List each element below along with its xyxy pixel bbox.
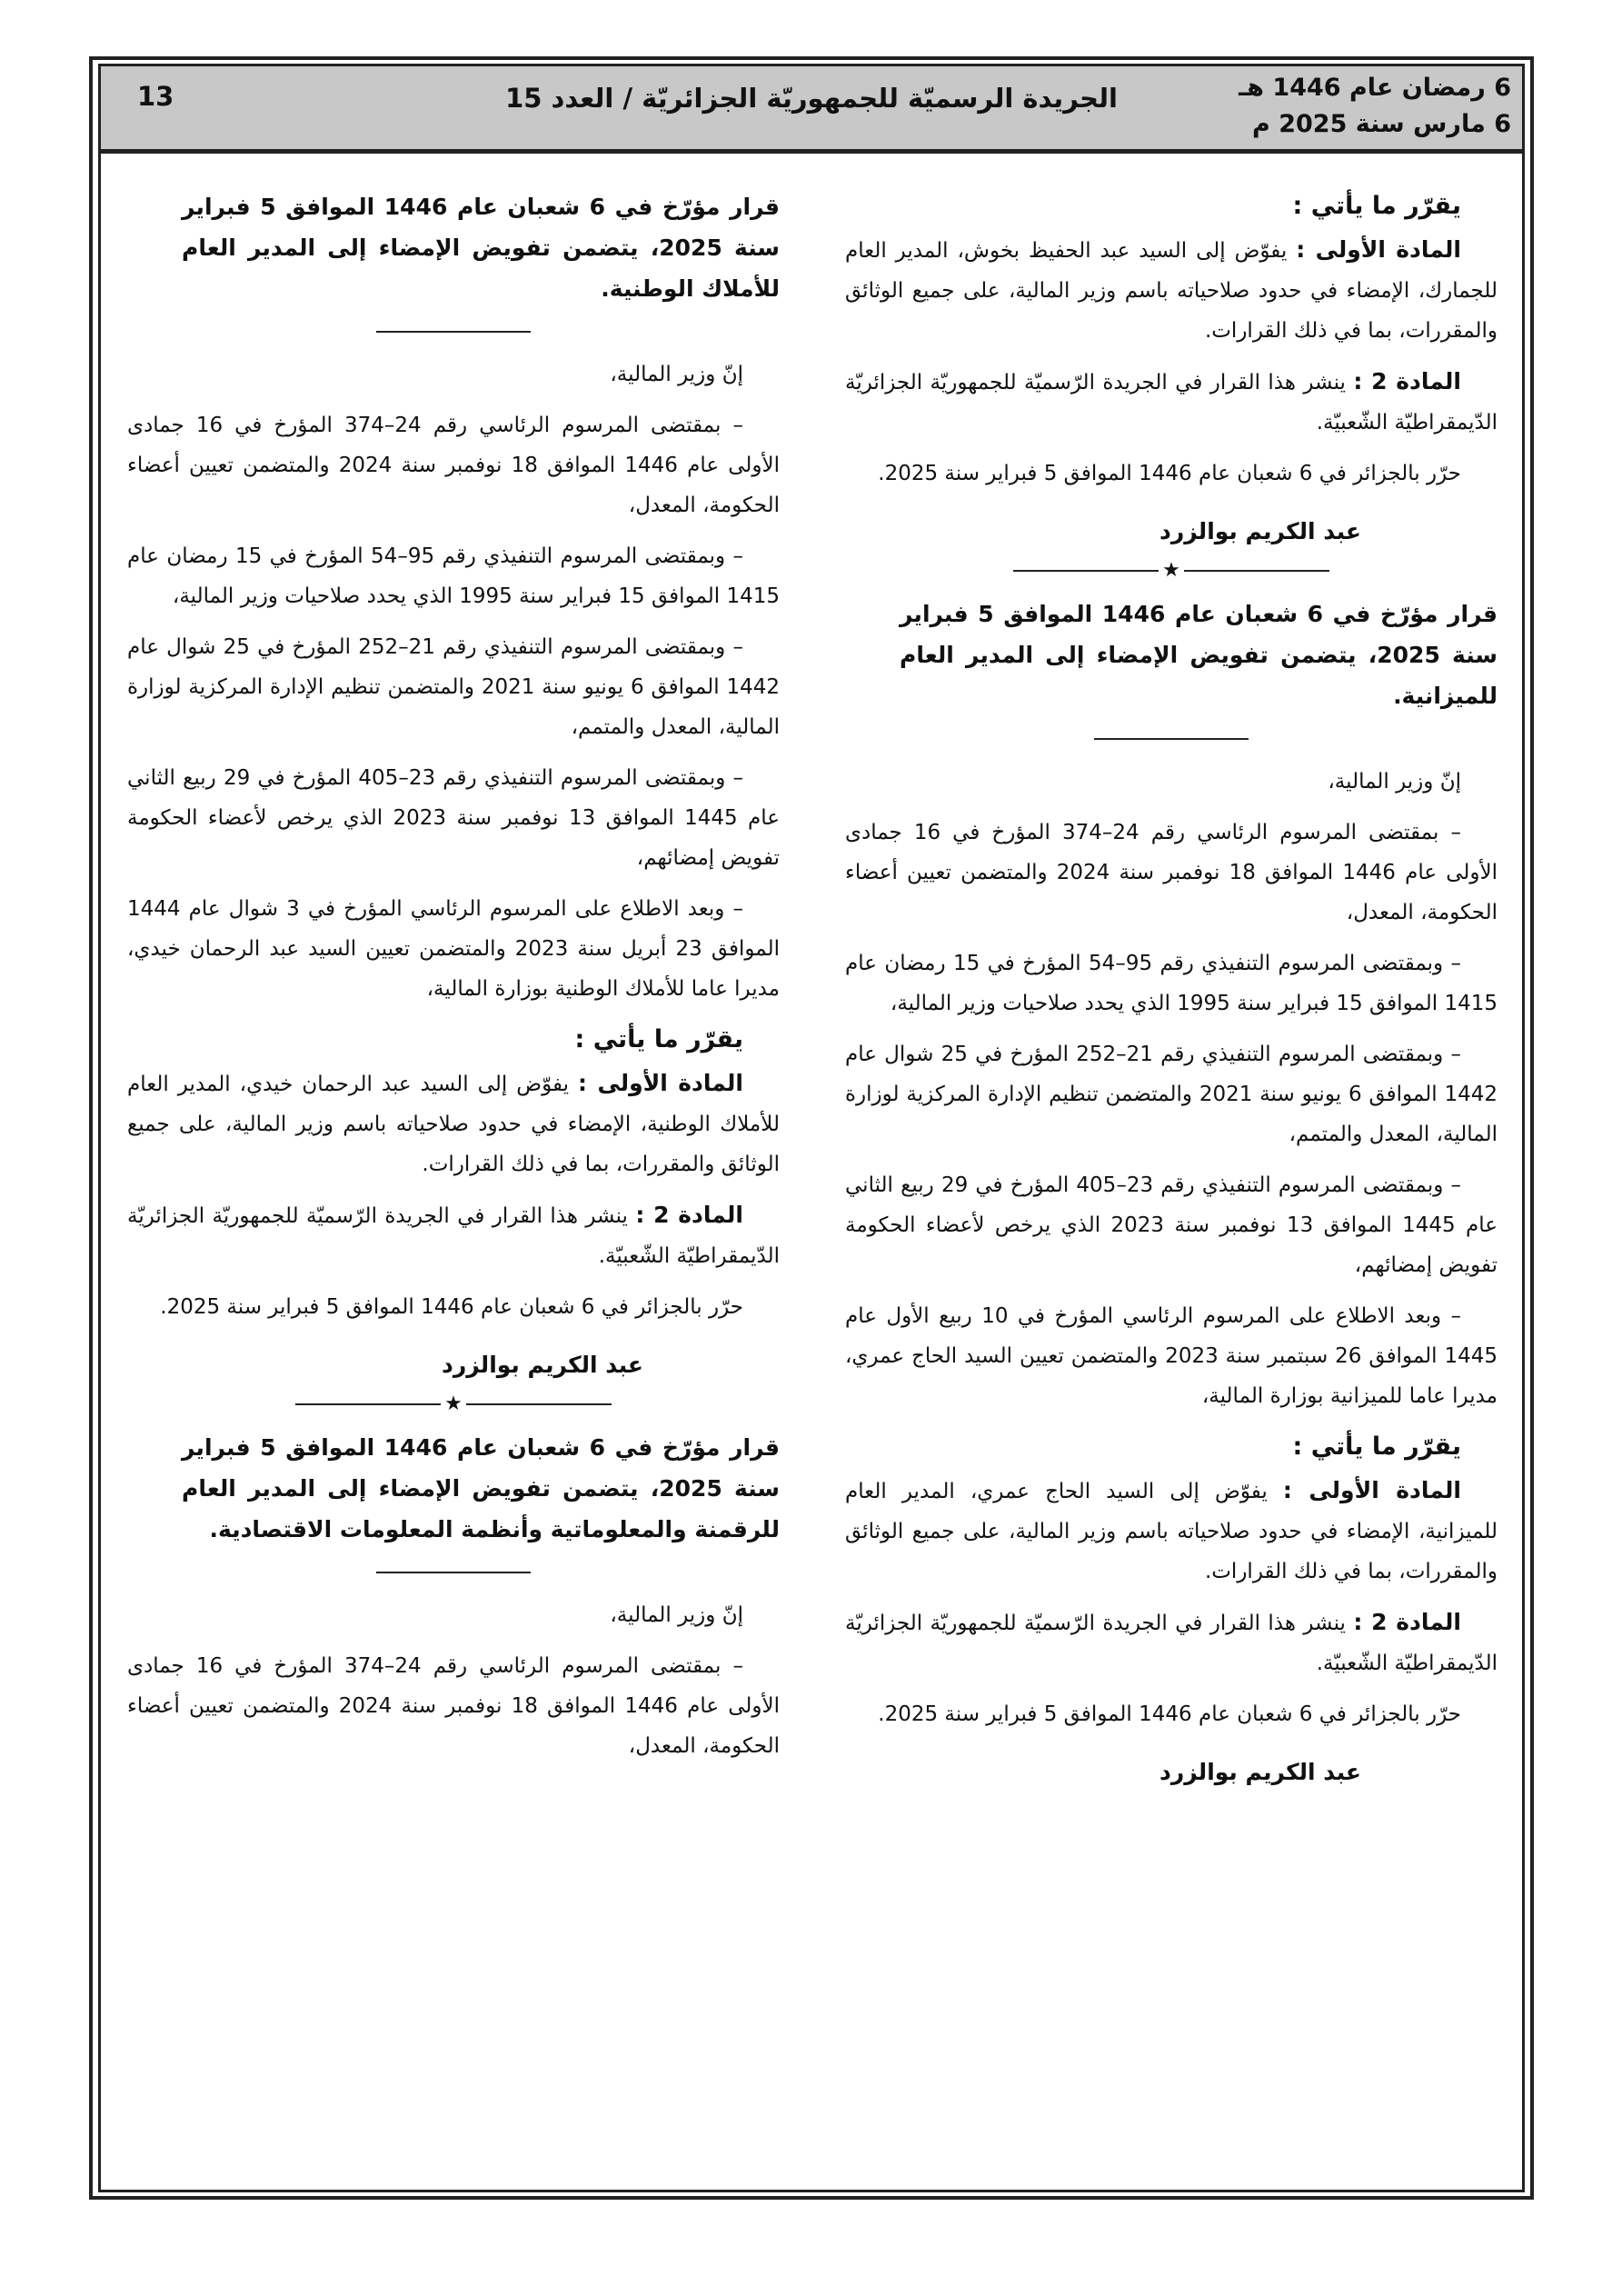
- article-paragraph: [845, 230, 1498, 351]
- article-label: المادة 2 :: [1353, 368, 1461, 394]
- article-label: المادة 2 :: [635, 1202, 743, 1228]
- body-paragraph: – وبمقتضى المرسوم التنفيذي رقم 23–405 المؤرخ في 29 ربيع الثاني عام 1445 الموافق 13 نوفمبر سنة 2023 الذي يرخص لأعضاء الحكومة تفويض إمضائهم،: [845, 1173, 1498, 1277]
- article-label: المادة الأولى :: [1282, 1477, 1461, 1503]
- header-date-gregorian: 6 مارس سنة 2025 م: [1252, 110, 1511, 138]
- body-paragraph: حرّر بالجزائر في 6 شعبان عام 1446 الموافق 5 فبراير سنة 2025.: [878, 462, 1461, 485]
- divider-rule: [376, 1572, 531, 1573]
- signature-name: عبد الكريم بوالزرد: [1159, 518, 1361, 544]
- article-text: ينشر هذا القرار في الجريدة الرّسميّة للجمهوريّة الجزائريّة الدّيمقراطيّة الشّعبيّة.: [845, 1612, 1498, 1675]
- article-label: المادة الأولى :: [578, 1070, 743, 1096]
- page-header: [101, 66, 1522, 154]
- article-paragraph: [845, 1471, 1498, 1592]
- signature-name: عبد الكريم بوالزرد: [1159, 1759, 1361, 1785]
- body-paragraph: – بمقتضى المرسوم الرئاسي رقم 24–374 المؤرخ في 16 جمادى الأولى عام 1446 الموافق 18 نوفمبر سنة 2024 والمتضمن تعيين أعضاء الحكومة، المعدل،: [127, 414, 781, 517]
- article-label: المادة الأولى :: [1296, 236, 1461, 263]
- page-number: 13: [137, 81, 174, 112]
- body-paragraph: – بمقتضى المرسوم الرئاسي رقم 24–374 المؤرخ في 16 جمادى الأولى عام 1446 الموافق 18 نوفمبر سنة 2024 والمتضمن تعيين أعضاء الحكومة، المعدل،: [845, 821, 1498, 924]
- article-text: ينشر هذا القرار في الجريدة الرّسميّة للجمهوريّة الجزائريّة الدّيمقراطيّة الشّعبيّة.: [127, 1204, 780, 1268]
- star-icon: ★: [1162, 559, 1180, 582]
- body-paragraph: حرّر بالجزائر في 6 شعبان عام 1446 الموافق 5 فبراير سنة 2025.: [160, 1295, 743, 1319]
- body-paragraph: – بمقتضى المرسوم الرئاسي رقم 24–374 المؤرخ في 16 جمادى الأولى عام 1446 الموافق 18 نوفمبر سنة 2024 والمتضمن تعيين أعضاء الحكومة، المعدل،: [127, 1654, 781, 1758]
- body-paragraph: إنّ وزير المالية،: [610, 363, 743, 386]
- star-divider: [845, 561, 1498, 581]
- article-text: يفوّض إلى السيد الحاج عمري، المدير العام للميزانية، الإمضاء في حدود صلاحياته باسم وزير المالية، على جميع الوثائق والمقررات، بما في ذلك القرارات.: [845, 1480, 1498, 1583]
- star-divider: [127, 1394, 780, 1414]
- divider-line: [1013, 570, 1159, 572]
- article-label: المادة 2 :: [1353, 1609, 1461, 1635]
- decision-heading: يقرّر ما يأتي :: [1292, 1433, 1461, 1461]
- body-paragraph: – وبمقتضى المرسوم التنفيذي رقم 21–252 المؤرخ في 25 شوال عام 1442 الموافق 6 يونيو سنة 2021 والمتضمن تنظيم الإدارة المركزية لوزارة المالية، المعدل والمتمم،: [845, 1043, 1498, 1146]
- right-column: [845, 186, 1498, 1802]
- body-paragraph: – وبمقتضى المرسوم التنفيذي رقم 95–54 المؤرخ في 15 رمضان عام 1415 الموافق 15 فبراير سنة 1995 الذي يحدد صلاحيات وزير المالية،: [845, 952, 1498, 1015]
- article-text: يفوّض إلى السيد عبد الحفيظ بخوش، المدير العام للجمارك، الإمضاء في حدود صلاحياته باسم وزير المالية، على جميع الوثائق والمقررات، بما في ذلك القرارات.: [845, 239, 1498, 343]
- article-paragraph: [845, 1602, 1498, 1683]
- decision-heading: يقرّر ما يأتي :: [1292, 192, 1461, 220]
- body-paragraph: إنّ وزير المالية،: [610, 1603, 743, 1627]
- decree-title: قرار مؤرّخ في 6 شعبان عام 1446 الموافق 5 فبراير سنة 2025، يتضمن تفويض الإمضاء إلى المدير العام للأملاك الوطنية.: [182, 194, 781, 302]
- header-title: الجريدة الرسميّة للجمهوريّة الجزائريّة / العدد 15: [505, 83, 1118, 114]
- body-paragraph: – وبعد الاطلاع على المرسوم الرئاسي المؤرخ في 3 شوال عام 1444 الموافق 23 أبريل سنة 2023 والمتضمن تعيين السيد عبد الرحمان خيدي، مديرا عاما للأملاك الوطنية بوزارة المالية،: [127, 897, 780, 1001]
- body-paragraph: – وبمقتضى المرسوم التنفيذي رقم 95–54 المؤرخ في 15 رمضان عام 1415 الموافق 15 فبراير سنة 1995 الذي يحدد صلاحيات وزير المالية،: [127, 544, 780, 608]
- divider-rule: [1094, 738, 1249, 740]
- divider-rule: [376, 331, 531, 333]
- body-paragraph: – وبمقتضى المرسوم التنفيذي رقم 21–252 المؤرخ في 25 شوال عام 1442 الموافق 6 يونيو سنة 2021 والمتضمن تنظيم الإدارة المركزية لوزارة المالية، المعدل والمتمم،: [127, 635, 781, 739]
- divider-line: [295, 1403, 441, 1405]
- article-text: يفوّض إلى السيد عبد الرحمان خيدي، المدير العام للأملاك الوطنية، الإمضاء في حدود صلاحياته باسم وزير المالية، على جميع الوثائق والمقررات، بما في ذلك القرارات.: [127, 1073, 780, 1176]
- signature-name: عبد الكريم بوالزرد: [442, 1352, 643, 1378]
- decision-heading: يقرّر ما يأتي :: [574, 1025, 743, 1053]
- body-paragraph: إنّ وزير المالية،: [1328, 770, 1461, 794]
- article-paragraph: [845, 362, 1498, 443]
- divider-line: [466, 1403, 612, 1405]
- star-icon: ★: [444, 1393, 463, 1415]
- divider-line: [1184, 570, 1329, 572]
- body-paragraph: – وبمقتضى المرسوم التنفيذي رقم 23–405 المؤرخ في 29 ربيع الثاني عام 1445 الموافق 13 نوفمبر سنة 2023 الذي يرخص لأعضاء الحكومة تفويض إمضائهم،: [127, 766, 780, 870]
- left-column: [127, 186, 780, 1777]
- decree-title: قرار مؤرّخ في 6 شعبان عام 1446 الموافق 5 فبراير سنة 2025، يتضمن تفويض الإمضاء إلى المدير العام للميزانية.: [900, 601, 1498, 709]
- article-paragraph: [127, 1195, 780, 1276]
- body-paragraph: حرّر بالجزائر في 6 شعبان عام 1446 الموافق 5 فبراير سنة 2025.: [878, 1702, 1461, 1726]
- header-date-hijri: 6 رمضان عام 1446 هـ: [1239, 74, 1511, 102]
- article-text: ينشر هذا القرار في الجريدة الرّسميّة للجمهوريّة الجزائريّة الدّيمقراطيّة الشّعبيّة.: [845, 371, 1498, 434]
- article-paragraph: [127, 1063, 780, 1184]
- body-paragraph: – وبعد الاطلاع على المرسوم الرئاسي المؤرخ في 10 ربيع الأول عام 1445 الموافق 26 سبتمبر سنة 2023 والمتضمن تعيين السيد الحاج عمري، مديرا عاما للميزانية بوزارة المالية،: [845, 1304, 1498, 1408]
- decree-title: قرار مؤرّخ في 6 شعبان عام 1446 الموافق 5 فبراير سنة 2025، يتضمن تفويض الإمضاء إلى المدير العام للرقمنة والمعلوماتية وأنظمة المعلومات الاقتصادية.: [182, 1434, 781, 1542]
